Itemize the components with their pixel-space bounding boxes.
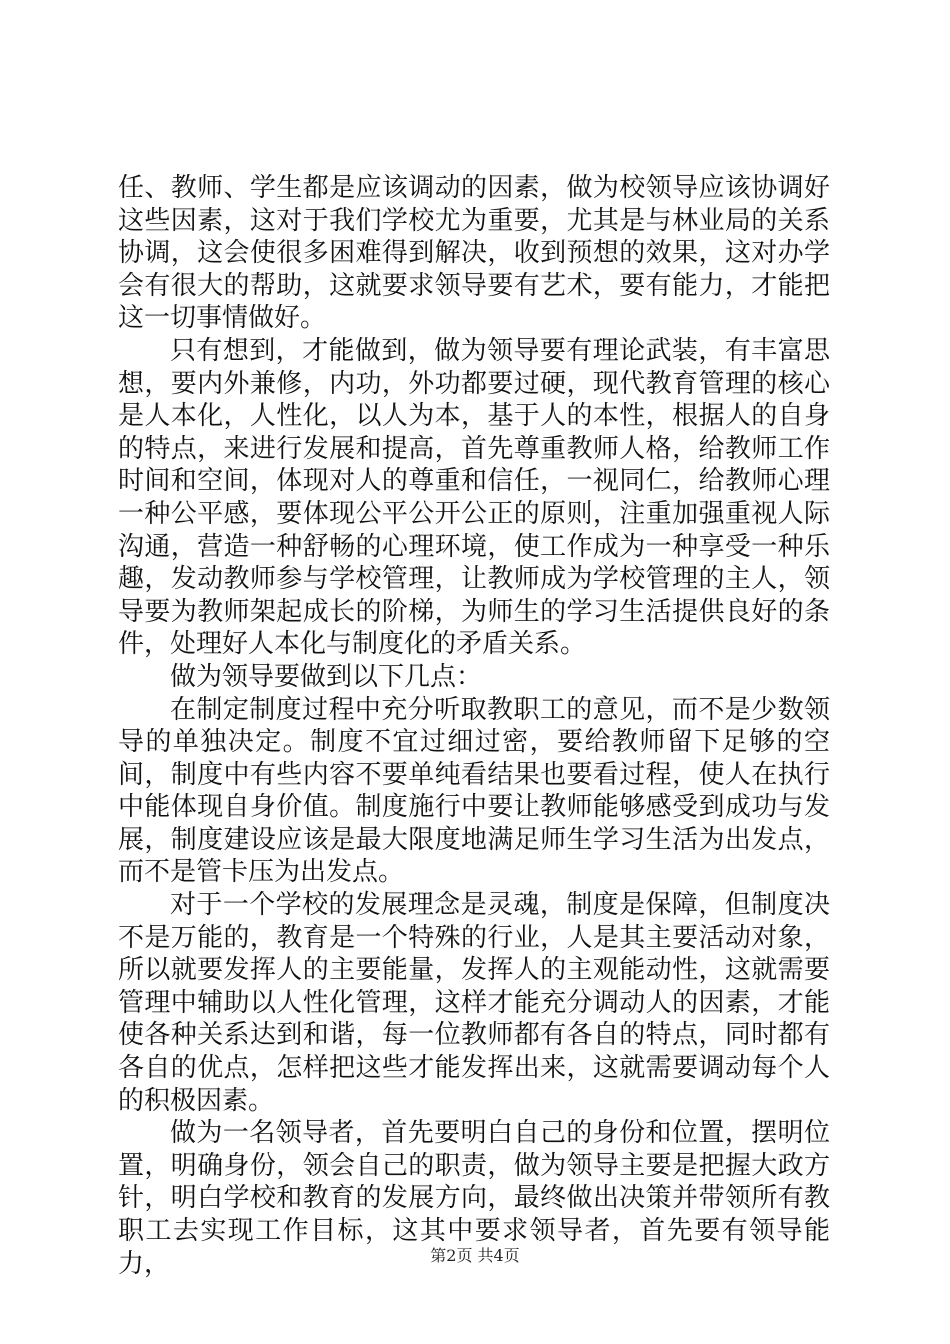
paragraph: 在制定制度过程中充分听取教职工的意见，而不是少数领导的单独决定。制度不宜过细过密，要给教师留下足够的空间，制度中有些内容不要单纯看结果也要看过程，使人在执行中能体现自身价值。制度施行中要让教师能够感受到成功与发展，制度建设应该是最大限度地满足师生学习生活为出发点，而不是管卡压为出发点。 <box>118 694 830 888</box>
paragraph: 做为领导要做到以下几点： <box>170 661 483 692</box>
page-number-footer: 第2页 共4页 <box>430 1246 520 1265</box>
paragraph: 对于一个学校的发展理念是灵魂，制度是保障，但制度决不是万能的，教育是一个特殊的行业，人是其主要活动对象，所以就要发挥人的主要能量，发挥人的主观能动性，这就需要管理中辅助以人性化管理，这样才能充分调动人的因素，才能使各种关系达到和谐，每一位教师都有各自的特点，同时都有各自的优点，怎样把这些才能发挥出来，这就需要调动每个人的积极因素。 <box>118 890 830 1116</box>
paragraph: 只有想到，才能做到，做为领导要有理论武装，有丰富思想，要内外兼修，内功，外功都要过硬，现代教育管理的核心是人本化，人性化，以人为本，基于人的本性，根据人的自身的特点，来进行发展和提高，首先尊重教师人格，给教师工作时间和空间，体现对人的尊重和信任，一视同仁，给教师心理一种公平感，要体现公平公开公正的原则，注重加强重视人际沟通，营造一种舒畅的心理环境，使工作成为一种享受一种乐趣，发动教师参与学校管理，让教师成为学校管理的主人，领导要为教师架起成长的阶梯，为师生的学习生活提供良好的条件，处理好人本化与制度化的矛盾关系。 <box>118 335 830 660</box>
paragraph-continuation: 任、教师、学生都是应该调动的因素，做为校领导应该协调好这些因素，这对于我们学校尤为重要，尤其是与林业局的关系协调，这会使很多困难得到解决，收到预想的效果，这对办学会有很大的帮助，这就要求领导要有艺术，要有能力，才能把这一切事情做好。 <box>118 173 830 334</box>
paragraph: 做为一名领导者，首先要明白自己的身份和位置，摆明位置，明确身份，领会自己的职责，做为领导主要是把握大政方针，明白学校和教育的发展方向，最终做出决策并带领所有教职工去实现工作目标，这其中要求领导者，首先要有领导能力， <box>118 1118 830 1279</box>
document-body <box>118 172 830 1280</box>
